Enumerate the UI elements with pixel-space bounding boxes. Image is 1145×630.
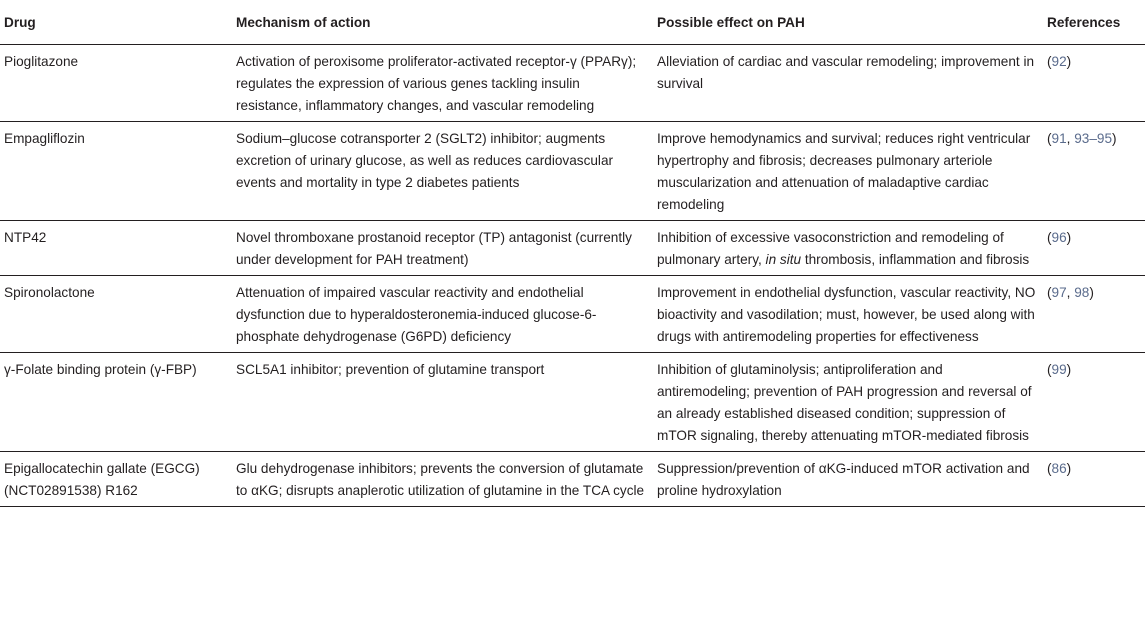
table-row	[0, 221, 1145, 276]
references-cell	[1043, 45, 1145, 122]
reference-link[interactable]: 92	[1051, 54, 1067, 69]
ref-close-paren: )	[1066, 461, 1072, 476]
table-row	[0, 353, 1145, 452]
references-cell	[1043, 276, 1145, 353]
header-mechanism: Mechanism of action	[232, 1, 653, 45]
ref-separator: ,	[1066, 285, 1075, 300]
effect-cell: Improve hemodynamics and survival; reduces right ventricular hypertrophy and fibrosis; decreases pulmonary arteriole muscularization and attenuation of maladaptive cardiac remodeling	[653, 122, 1043, 221]
mechanism-cell: Glu dehydrogenase inhibitors; prevents the conversion of glutamate to αKG; disrupts anaplerotic utilization of glutamine in the TCA cycle	[232, 452, 653, 507]
reference-link[interactable]: 93–95	[1074, 131, 1113, 146]
table-header-row	[0, 1, 1145, 45]
effect-text-italic: in situ	[765, 252, 802, 267]
drug-cell: Pioglitazone	[0, 45, 232, 122]
references-cell	[1043, 122, 1145, 221]
drug-cell: NTP42	[0, 221, 232, 276]
ref-open-paren: (	[1047, 230, 1052, 245]
mechanism-cell: Novel thromboxane prostanoid receptor (TP) antagonist (currently under development for PAH treatment)	[232, 221, 653, 276]
header-references: References	[1043, 1, 1145, 45]
header-drug: Drug	[0, 1, 232, 45]
table-row	[0, 276, 1145, 353]
ref-open-paren: (	[1047, 362, 1052, 377]
drug-cell: Epigallocatechin gallate (EGCG) (NCT02891538) R162	[0, 452, 232, 507]
table-row	[0, 452, 1145, 507]
ref-close-paren: )	[1112, 131, 1117, 146]
table-row	[0, 122, 1145, 221]
effect-cell	[653, 221, 1043, 276]
ref-open-paren: (	[1047, 285, 1052, 300]
ref-open-paren: (	[1047, 54, 1052, 69]
drug-cell: Empagliflozin	[0, 122, 232, 221]
ref-close-paren: )	[1066, 362, 1072, 377]
references-cell	[1043, 452, 1145, 507]
mechanism-cell: Activation of peroxisome proliferator-activated receptor-γ (PPARγ); regulates the expression of various genes tackling insulin resistance, inflammatory changes, and vascular remodeling	[232, 45, 653, 122]
references-cell	[1043, 353, 1145, 452]
effect-cell: Improvement in endothelial dysfunction, vascular reactivity, NO bioactivity and vasodilation; must, however, be used along with drugs with antiremodeling properties for effectiveness	[653, 276, 1043, 353]
reference-link[interactable]: 97	[1051, 285, 1067, 300]
reference-link[interactable]: 99	[1051, 362, 1067, 377]
references-cell	[1043, 221, 1145, 276]
ref-close-paren: )	[1066, 54, 1072, 69]
ref-close-paren: )	[1066, 230, 1072, 245]
mechanism-cell: Attenuation of impaired vascular reactivity and endothelial dysfunction due to hyperaldosteronemia-induced glucose-6-phosphate dehydrogenase (G6PD) deficiency	[232, 276, 653, 353]
mechanism-cell: Sodium–glucose cotransporter 2 (SGLT2) inhibitor; augments excretion of urinary glucose, as well as reduces cardiovascular events and mortality in type 2 diabetes patients	[232, 122, 653, 221]
ref-open-paren: (	[1047, 461, 1052, 476]
effect-cell: Inhibition of glutaminolysis; antiproliferation and antiremodeling; prevention of PAH progression and reversal of an already established diseased condition; suppression of mTOR signaling, thereby attenuating mTOR-mediated fibrosis	[653, 353, 1043, 452]
drug-cell: γ-Folate binding protein (γ-FBP)	[0, 353, 232, 452]
reference-link[interactable]: 98	[1074, 285, 1090, 300]
header-effect: Possible effect on PAH	[653, 1, 1043, 45]
effect-text-start: Inhibition of excessive vasoconstriction and remodeling of pulmonary artery,	[657, 230, 1004, 267]
ref-close-paren: )	[1089, 285, 1094, 300]
reference-link[interactable]: 96	[1051, 230, 1067, 245]
table-row	[0, 45, 1145, 122]
reference-link[interactable]: 86	[1051, 461, 1067, 476]
reference-link[interactable]: 91	[1051, 131, 1067, 146]
effect-text-end: thrombosis, inflammation and fibrosis	[801, 252, 1030, 267]
ref-open-paren: (	[1047, 131, 1052, 146]
drug-cell: Spironolactone	[0, 276, 232, 353]
ref-separator: ,	[1066, 131, 1075, 146]
effect-cell: Alleviation of cardiac and vascular remodeling; improvement in survival	[653, 45, 1043, 122]
effect-cell: Suppression/prevention of αKG-induced mTOR activation and proline hydroxylation	[653, 452, 1043, 507]
mechanism-cell: SCL5A1 inhibitor; prevention of glutamine transport	[232, 353, 653, 452]
